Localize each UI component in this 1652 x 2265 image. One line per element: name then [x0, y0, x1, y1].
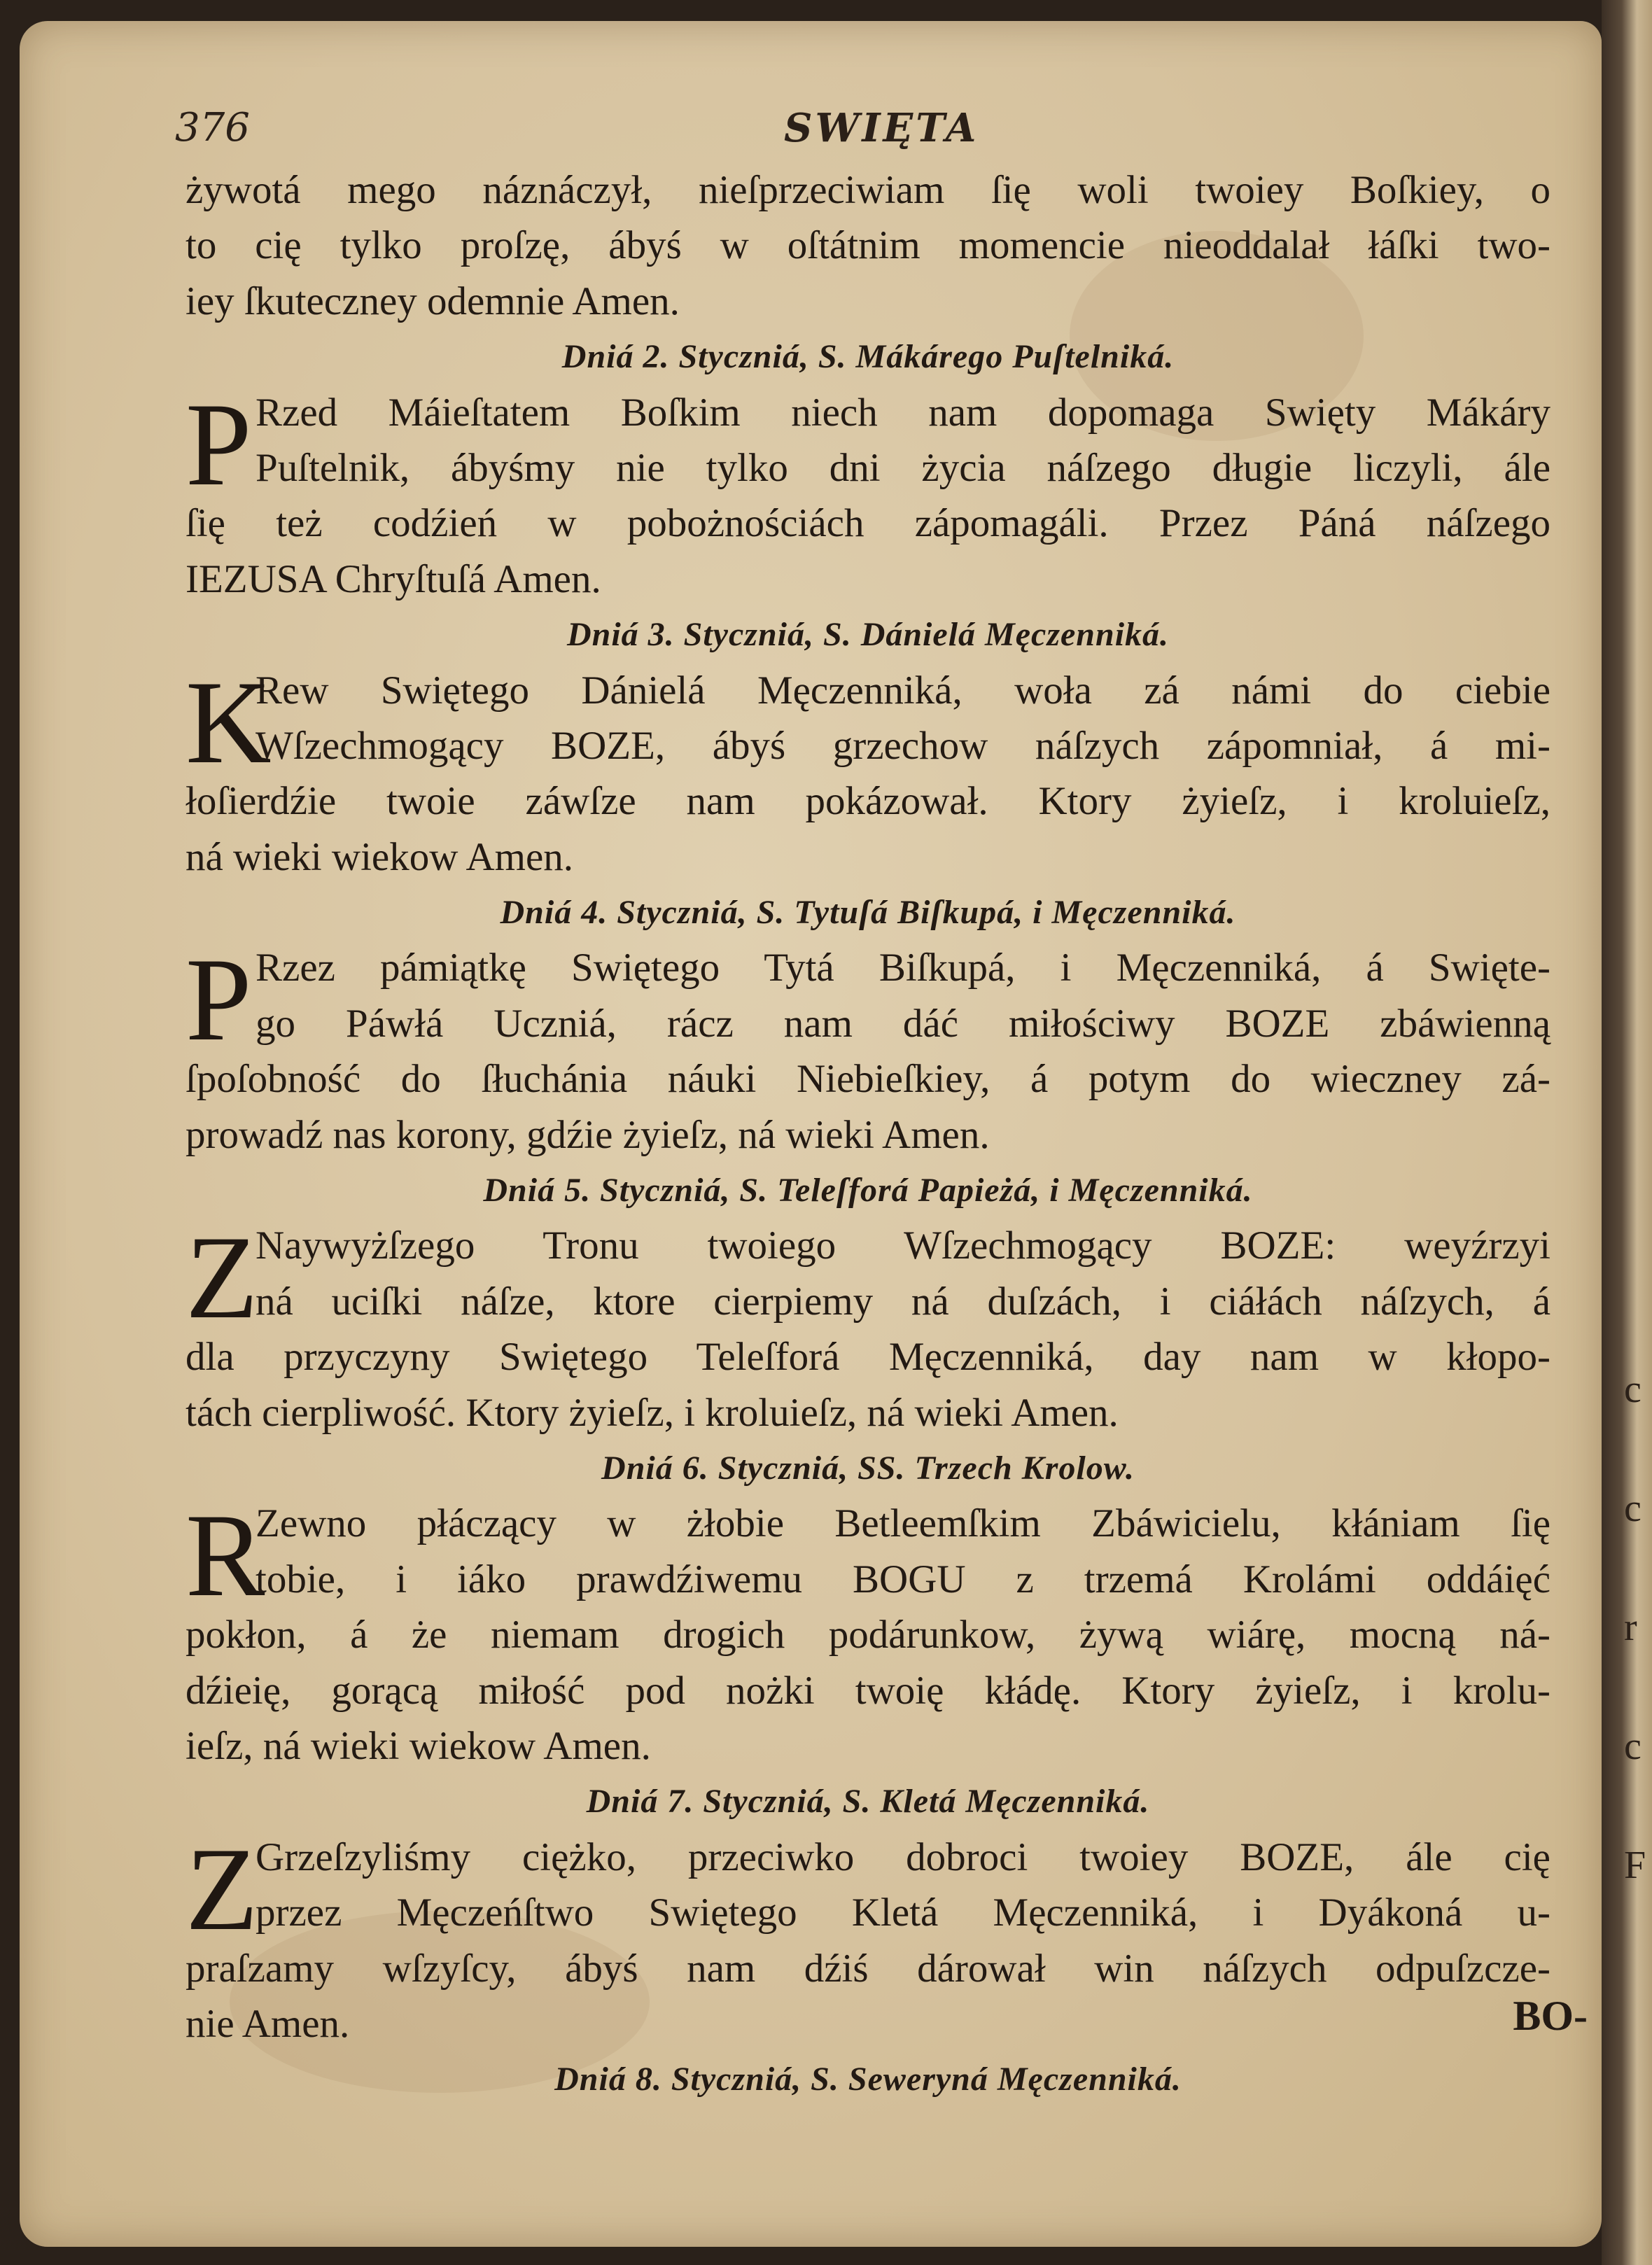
text-line: łoſierdźie twoie záwſze nam pokázował. Ktory żyieſz, i kroluieſz, [186, 779, 1550, 824]
edge-letter: c [1624, 1487, 1642, 1530]
edge-letter: F [1624, 1844, 1646, 1887]
day-heading: Dniá 5. Styczniá, S. Teleſforá Papieżá, i Męczenniká. [483, 1172, 1253, 1209]
drop-cap: R [186, 1489, 265, 1622]
day-heading: Dniá 2. Styczniá, S. Mákárego Puſtelniká. [561, 338, 1175, 376]
facing-page-edge [1624, 1330, 1652, 1925]
text-line: prowadź nas korony, gdźie żyieſz, ná wieki Amen. [186, 1112, 990, 1157]
catchword: BO- [1513, 1993, 1588, 2039]
page-number: 376 [175, 105, 250, 150]
book-gutter [1602, 0, 1652, 2265]
drop-cap: K [186, 656, 272, 788]
prayer-paragraph [186, 378, 1550, 608]
text-line: ſpoſobność do ſłuchánia náuki Niebieſkiey, á potym do wieczney zá- [186, 1057, 1550, 1102]
text-line: Grzeſzyliśmy ciężko, przeciwko dobroci twoiey BOZE, ále cię [255, 1835, 1550, 1879]
text-line: przez Męczeńſtwo Swiętego Kletá Męczenniká, i Dyákoná u- [255, 1891, 1550, 1935]
day-heading: Dniá 4. Styczniá, S. Tytuſá Biſkupá, i Męczenniká. [500, 894, 1236, 932]
text-line: Rzez pámiątkę Swiętego Tytá Biſkupá, i Męczenniká, á Swięte- [255, 946, 1550, 990]
prayer-paragraph [186, 1489, 1550, 1774]
text-line: tách cierpliwość. Ktory żyieſz, i kroluieſz, ná wieki Amen. [186, 1390, 1119, 1435]
prayer-paragraph [186, 934, 1550, 1163]
day-heading: Dniá 8. Styczniá, S. Seweryná Męczenniká. [554, 2061, 1182, 2098]
prayer-paragraph [186, 1823, 1550, 2052]
text-line: ná wieki wiekow Amen. [186, 834, 574, 879]
drop-cap: Z [186, 1212, 258, 1344]
edge-letter: c [1624, 1368, 1642, 1411]
text-line: dla przyczyny Swiętego Teleſforá Męczenniká, day nam w kłopo- [186, 1335, 1550, 1380]
text-line: Puſtelnik, ábyśmy nie tylko dni życia náſzego długie liczyli, ále [255, 445, 1550, 490]
page-body [186, 162, 1550, 2108]
text-line: Zewno płáczący w żłobie Betleemſkim Zbáwicielu, kłániam ſię [255, 1501, 1550, 1546]
text-line: ſię też codźień w pobożnościách zápomagáli. Przez Páná náſzego [186, 501, 1550, 546]
page-header [175, 105, 1575, 161]
text-line: ieſz, ná wieki wiekow Amen. [186, 1723, 651, 1768]
text-line: nie Amen. [186, 2001, 350, 2046]
day-heading: Dniá 3. Styczniá, S. Dánielá Męczenniká. [566, 616, 1170, 654]
text-line: tobie, i iáko prawdźiwemu BOGU z trzemá Krolámi oddáięć [255, 1557, 1550, 1601]
text-line: Rew Swiętego Dánielá Męczenniká, woła zá námi do ciebie [255, 668, 1550, 713]
text-line: Naywyżſzego Tronu twoiego Wſzechmogący BOZE: weyźrzyi [255, 1223, 1550, 1268]
text-line: pokłon, á że niemam drogich podárunkow, żywą wiárę, mocną ná- [186, 1613, 1550, 1657]
edge-letter: r [1624, 1606, 1637, 1649]
text-line: praſzamy wſzyſcy, ábyś nam dźiś dárował win náſzych odpuſzcze- [186, 1946, 1550, 1991]
text-line: Rzed Máieſtatem Boſkim niech nam dopomaga Swięty Mákáry [255, 390, 1550, 435]
text-line: dźieię, gorącą miłość pod nożki twoię kłádę. Ktory żyieſz, i krolu- [186, 1668, 1550, 1713]
day-heading: Dniá 6. Styczniá, SS. Trzech Krolow. [601, 1449, 1135, 1487]
drop-cap: P [186, 378, 252, 510]
text-line: IEZUSA Chryſtuſá Amen. [186, 556, 601, 601]
prayer-paragraph [186, 1212, 1550, 1440]
edge-letter: c [1624, 1725, 1642, 1768]
text-line: żywotá mego náznáczył, nieſprzeciwiam ſię woli twoiey Boſkiey, o [186, 168, 1550, 212]
day-heading: Dniá 7. Styczniá, S. Kletá Męczenniká. [586, 1783, 1150, 1821]
text-line: iey ſkuteczney odemnie Amen. [186, 279, 680, 323]
prayer-paragraph [186, 656, 1550, 885]
text-line: Wſzechmogący BOZE, ábyś grzechow náſzych zápomniał, á mi- [255, 723, 1550, 768]
drop-cap: Z [186, 1823, 258, 1955]
running-head: SWIĘTA [784, 105, 979, 151]
text-line: to cię tylko proſzę, ábyś w oſtátnim momencie nieoddalał łáſki two- [186, 223, 1550, 268]
drop-cap: P [186, 934, 252, 1066]
text-line: ná uciſki náſze, ktore cierpiemy ná duſzách, i ciáłách náſzych, á [255, 1279, 1550, 1324]
text-line: go Páwłá Uczniá, rácz nam dáć miłościwy BOZE zbáwienną [255, 1001, 1550, 1046]
